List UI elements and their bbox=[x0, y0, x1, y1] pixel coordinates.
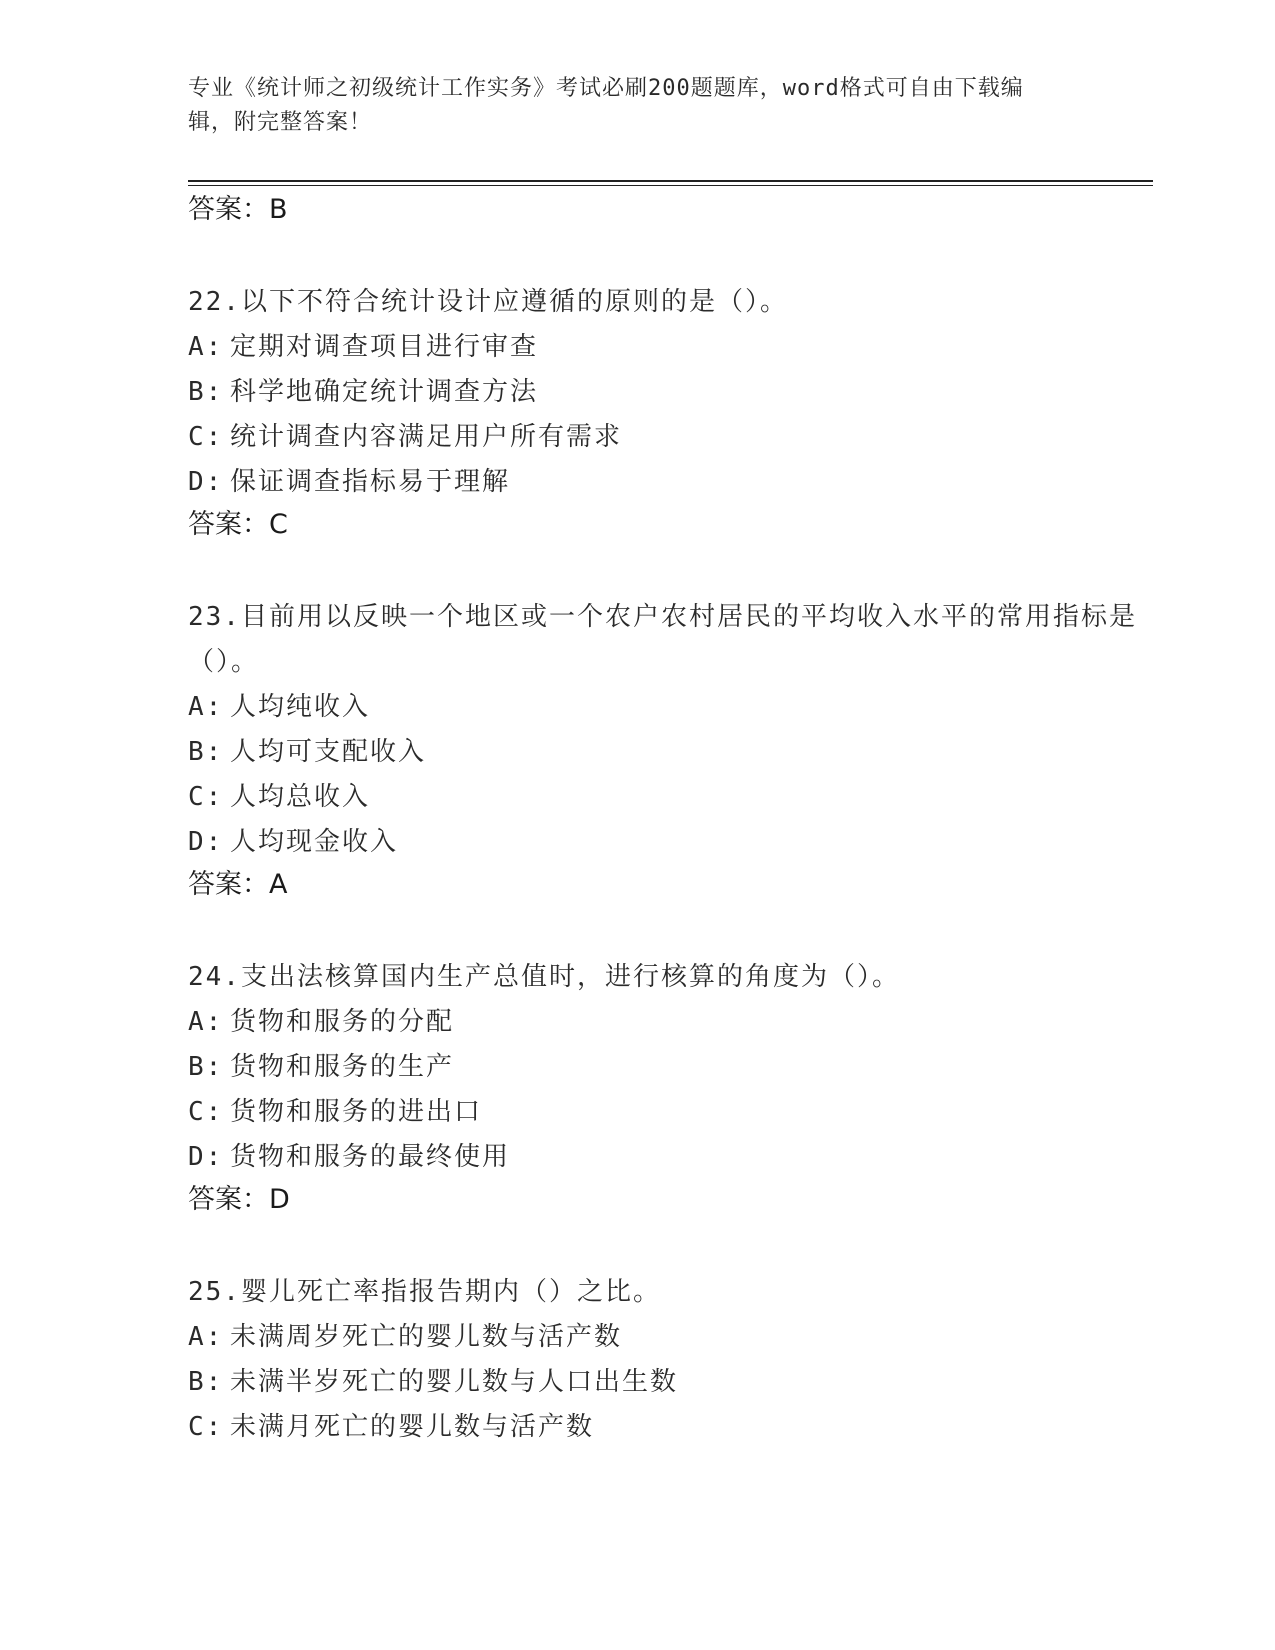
option-text: 货物和服务的生产 bbox=[230, 1052, 455, 1082]
document-header: 专业《统计师之初级统计工作实务》考试必刷200题题库，word格式可自由下载编辑，附完整答案！ bbox=[188, 76, 1024, 135]
question-stem: 23.目前用以反映一个地区或一个农户农村居民的平均收入水平的常用指标是（）。 bbox=[188, 602, 1137, 677]
option-text: 人均可支配收入 bbox=[230, 737, 427, 767]
option-text: 未满半岁死亡的婴儿数与人口出生数 bbox=[230, 1367, 679, 1397]
option-letter: D: bbox=[188, 1142, 224, 1172]
option-letter: A: bbox=[188, 332, 224, 362]
question-22 bbox=[188, 280, 1148, 545]
option-d bbox=[188, 820, 1148, 865]
question-stem: 25.婴儿死亡率指报告期内（）之比。 bbox=[188, 1277, 661, 1307]
option-letter: B: bbox=[188, 1052, 224, 1082]
option-text: 货物和服务的最终使用 bbox=[230, 1142, 511, 1172]
question-stem: 24.支出法核算国内生产总值时，进行核算的角度为（）。 bbox=[188, 962, 900, 992]
question-25 bbox=[188, 1270, 1148, 1450]
question-list bbox=[188, 190, 1148, 1450]
option-d bbox=[188, 1135, 1148, 1180]
option-a bbox=[188, 685, 1148, 730]
answer: 答案：D bbox=[188, 1184, 290, 1215]
option-letter: A: bbox=[188, 692, 224, 722]
option-letter: C: bbox=[188, 1412, 224, 1442]
option-c bbox=[188, 1405, 1148, 1450]
option-text: 货物和服务的分配 bbox=[230, 1007, 455, 1037]
option-letter: B: bbox=[188, 737, 224, 767]
option-text: 人均纯收入 bbox=[230, 692, 371, 722]
option-letter: C: bbox=[188, 782, 224, 812]
option-text: 未满周岁死亡的婴儿数与活产数 bbox=[230, 1322, 623, 1352]
option-text: 人均总收入 bbox=[230, 782, 371, 812]
header-divider-thin bbox=[188, 185, 1153, 186]
option-a bbox=[188, 325, 1148, 370]
answer: 答案：C bbox=[188, 509, 288, 540]
option-letter: C: bbox=[188, 422, 224, 452]
option-letter: B: bbox=[188, 377, 224, 407]
option-d bbox=[188, 460, 1148, 505]
option-text: 货物和服务的进出口 bbox=[230, 1097, 483, 1127]
option-b bbox=[188, 730, 1148, 775]
option-text: 统计调查内容满足用户所有需求 bbox=[230, 422, 623, 452]
question-23 bbox=[188, 595, 1148, 905]
option-a bbox=[188, 1315, 1148, 1360]
option-text: 未满月死亡的婴儿数与活产数 bbox=[230, 1412, 595, 1442]
option-b bbox=[188, 370, 1148, 415]
previous-answer: 答案：B bbox=[188, 194, 288, 225]
option-letter: A: bbox=[188, 1322, 224, 1352]
option-text: 科学地确定统计调查方法 bbox=[230, 377, 539, 407]
header-divider-thick bbox=[188, 180, 1153, 182]
option-letter: A: bbox=[188, 1007, 224, 1037]
option-text: 人均现金收入 bbox=[230, 827, 399, 857]
option-a bbox=[188, 1000, 1148, 1045]
option-letter: C: bbox=[188, 1097, 224, 1127]
option-letter: D: bbox=[188, 467, 224, 497]
option-b bbox=[188, 1360, 1148, 1405]
option-text: 保证调查指标易于理解 bbox=[230, 467, 511, 497]
question-stem: 22.以下不符合统计设计应遵循的原则的是（）。 bbox=[188, 287, 788, 317]
option-c bbox=[188, 415, 1148, 460]
answer: 答案：A bbox=[188, 869, 288, 900]
option-c bbox=[188, 775, 1148, 820]
option-letter: B: bbox=[188, 1367, 224, 1397]
question-24 bbox=[188, 955, 1148, 1220]
option-b bbox=[188, 1045, 1148, 1090]
option-text: 定期对调查项目进行审查 bbox=[230, 332, 539, 362]
option-letter: D: bbox=[188, 827, 224, 857]
option-c bbox=[188, 1090, 1148, 1135]
